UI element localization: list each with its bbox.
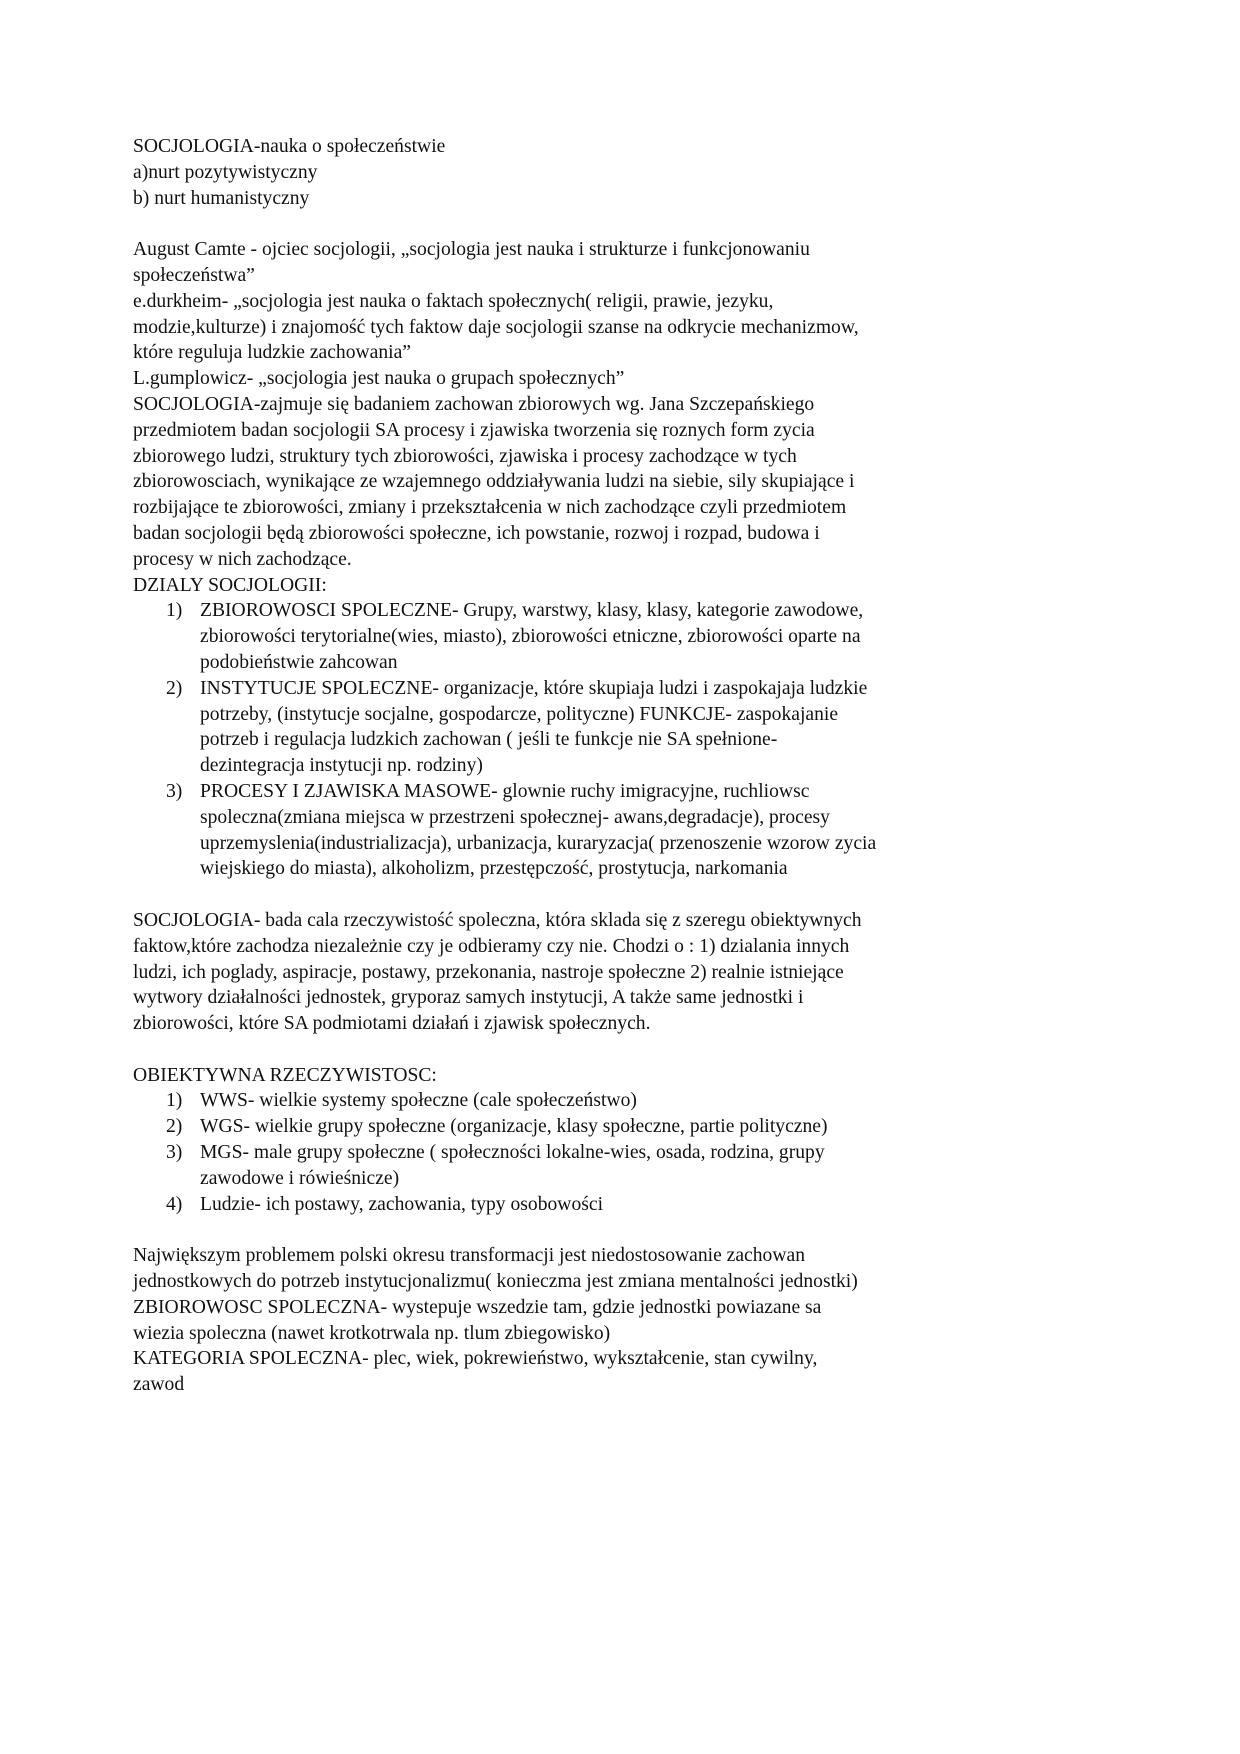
list-item bbox=[133, 1192, 1093, 1218]
text-line: Największym problemem polski okresu transformacji jest niedostosowanie zachowan bbox=[133, 1245, 805, 1267]
text-line: zbiorowości, które SA podmiotami działań i zjawisk społecznych. bbox=[133, 1013, 651, 1035]
text-line: OBIEKTYWNA RZECZYWISTOSC: bbox=[133, 1064, 437, 1086]
text-line: ZBIOROWOSC SPOLECZNA- wystepuje wszedzie tam, gdzie jednostki powiazane sa bbox=[133, 1296, 822, 1318]
list-number: 4) bbox=[166, 1193, 183, 1215]
list-item-line: zbiorowości terytorialne(wies, miasto), zbiorowości etniczne, zbiorowości oparte na bbox=[200, 626, 861, 648]
list-item-line: potrzeby, (instytucje socjalne, gospodarcze, polityczne) FUNKCJE- zaspokajanie bbox=[200, 703, 839, 725]
list-number: 1) bbox=[166, 1090, 183, 1112]
list-item bbox=[133, 1114, 1093, 1140]
list-number: 2) bbox=[166, 677, 183, 699]
text-line: ludzi, ich poglady, aspiracje, postawy, przekonania, nastroje społeczne 2) realnie istniejące bbox=[133, 961, 844, 983]
list-item-line: INSTYTUCJE SPOLECZNE- organizacje, które skupiaja ludzi i zaspokajaja ludzkie bbox=[200, 677, 868, 699]
text-line: faktow,które zachodza niezależnie czy je odbieramy czy nie. Chodzi o : 1) dzialania innych bbox=[133, 935, 850, 957]
list-item bbox=[133, 1140, 1093, 1192]
document-page bbox=[133, 134, 1093, 1398]
list-item-line: podobieństwie zahcowan bbox=[200, 651, 398, 673]
list-item bbox=[133, 676, 1093, 779]
list-item-line: ZBIOROWOSCI SPOLECZNE- Grupy, warstwy, klasy, klasy, kategorie zawodowe, bbox=[200, 600, 864, 622]
text-line: jednostkowych do potrzeb instytucjonalizmu( konieczma jest zmiana mentalności jednostki) bbox=[133, 1271, 858, 1293]
blank-line bbox=[133, 1037, 1093, 1063]
text-line: zbiorowosciach, wynikające ze wzajemnego oddziaływania ludzi na siebie, sily skupiające i bbox=[133, 471, 855, 493]
text-line: L.gumplowicz- „socjologia jest nauka o grupach społecznych” bbox=[133, 368, 625, 390]
text-line: procesy w nich zachodzące. bbox=[133, 548, 352, 570]
list-number: 3) bbox=[166, 1142, 183, 1164]
text-line: badan socjologii będą zbiorowości społeczne, ich powstanie, rozwoj i rozpad, budowa i bbox=[133, 522, 820, 544]
paragraph bbox=[133, 1243, 1093, 1398]
text-line: SOCJOLOGIA- bada cala rzeczywistość spoleczna, która sklada się z szeregu obiektywnych bbox=[133, 909, 862, 931]
text-line: a)nurt pozytywistyczny bbox=[133, 161, 318, 183]
blank-line bbox=[133, 1217, 1093, 1243]
list-number: 2) bbox=[166, 1116, 183, 1138]
text-line: KATEGORIA SPOLECZNA- plec, wiek, pokrewieństwo, wykształcenie, stan cywilny, bbox=[133, 1348, 818, 1370]
list-item-line: dezintegracja instytucji np. rodziny) bbox=[200, 755, 483, 777]
list-item bbox=[133, 779, 1093, 882]
text-line: e.durkheim- „socjologia jest nauka o faktach społecznych( religii, prawie, jezyku, bbox=[133, 290, 774, 312]
blank-line bbox=[133, 211, 1093, 237]
list-item-line: wiejskiego do miasta), alkoholizm, przestępczość, prostytucja, narkomania bbox=[200, 858, 788, 880]
list-item-line: MGS- male grupy społeczne ( społeczności lokalne-wies, osada, rodzina, grupy bbox=[200, 1142, 825, 1164]
text-line: przedmiotem badan socjologii SA procesy i zjawiska tworzenia się roznych form zycia bbox=[133, 419, 815, 441]
list-number: 1) bbox=[166, 600, 183, 622]
text-line: SOCJOLOGIA-zajmuje się badaniem zachowan zbiorowych wg. Jana Szczepańskiego bbox=[133, 393, 815, 415]
list-item-line: WGS- wielkie grupy społeczne (organizacje, klasy społeczne, partie polityczne) bbox=[200, 1116, 828, 1138]
text-line: August Camte - ojciec socjologii, „socjologia jest nauka i strukturze i funkcjonowaniu bbox=[133, 239, 810, 261]
text-line: b) nurt humanistyczny bbox=[133, 187, 310, 209]
text-line: modzie,kulturze) i znajomość tych faktow daje socjologii szanse na odkrycie mechanizmow, bbox=[133, 316, 859, 338]
list-item-line: Ludzie- ich postawy, zachowania, typy osobowości bbox=[200, 1193, 604, 1215]
list-item-line: potrzeb i regulacja ludzkich zachowan ( jeśli te funkcje nie SA spełnione- bbox=[200, 729, 778, 751]
text-line: społeczeństwa” bbox=[133, 264, 255, 286]
text-line: SOCJOLOGIA-nauka o społeczeństwie bbox=[133, 136, 446, 157]
text-line: rozbijające te zbiorowości, zmiany i przekształcenia w nich zachodzące czyli przedmiotem bbox=[133, 497, 847, 519]
list-item-line: spoleczna(zmiana miejsca w przestrzeni społecznej- awans,degradacje), procesy bbox=[200, 806, 830, 828]
text-line: wytwory działalności jednostek, gryporaz samych instytucji, A także same jednostki i bbox=[133, 987, 804, 1009]
blank-line bbox=[133, 882, 1093, 908]
paragraph bbox=[133, 908, 1093, 1037]
text-line: zbiorowego ludzi, struktury tych zbiorowości, zjawiska i procesy zachodzące w tych bbox=[133, 445, 797, 467]
list-number: 3) bbox=[166, 780, 183, 802]
list-item bbox=[133, 598, 1093, 675]
list-item-line: PROCESY I ZJAWISKA MASOWE- glownie ruchy imigracyjne, ruchliowsc bbox=[200, 780, 810, 802]
list-item-line: WWS- wielkie systemy społeczne (cale społeczeństwo) bbox=[200, 1090, 637, 1112]
list-item-line: uprzemyslenia(industrializacja), urbanizacja, kuraryzacja( przenoszenie wzorow zycia bbox=[200, 832, 877, 854]
text-line: które reguluja ludzkie zachowania” bbox=[133, 342, 411, 364]
text-line: wiezia spoleczna (nawet krotkotrwala np. tlum zbiegowisko) bbox=[133, 1322, 611, 1344]
list-item-line: zawodowe i rówieśnicze) bbox=[200, 1167, 400, 1189]
text-line: zawod bbox=[133, 1374, 185, 1396]
paragraph bbox=[133, 237, 1093, 598]
list-item bbox=[133, 1088, 1093, 1114]
text-line: DZIALY SOCJOLOGII: bbox=[133, 574, 327, 596]
